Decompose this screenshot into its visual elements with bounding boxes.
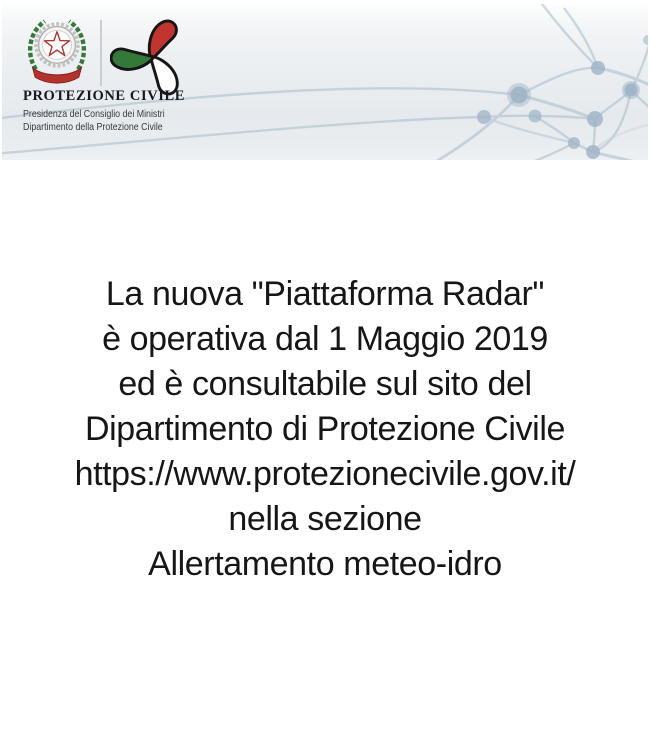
org-subtitle xyxy=(23,108,165,133)
notice-line-7: Allertamento meteo-idro xyxy=(148,545,502,583)
header-text-block xyxy=(23,88,192,133)
notice-line-4: Dipartimento di Protezione Civile xyxy=(84,410,566,448)
org-subtitle-line1: Presidenza del Consiglio dei Ministri xyxy=(23,108,165,120)
notice-line-2: è operativa dal 1 Maggio 2019 xyxy=(102,320,548,358)
notice-text xyxy=(0,272,650,587)
header-banner xyxy=(2,4,648,160)
header-logos xyxy=(22,10,192,96)
notice-line-6: nella sezione xyxy=(228,500,422,538)
notice-line-3: ed è consultabile sul sito del xyxy=(118,365,532,403)
org-subtitle-line2: Dipartimento della Protezione Civile xyxy=(23,120,163,133)
italian-republic-emblem-icon xyxy=(22,10,92,92)
protezione-civile-logo-icon xyxy=(110,12,192,96)
notice-line-1: La nuova "Piattaforma Radar" xyxy=(105,275,545,313)
logo-divider xyxy=(100,20,102,86)
org-wordmark: PROTEZIONE CIVILE xyxy=(23,88,186,104)
notice-url-line: https://www.protezionecivile.gov.it/ xyxy=(74,455,576,493)
